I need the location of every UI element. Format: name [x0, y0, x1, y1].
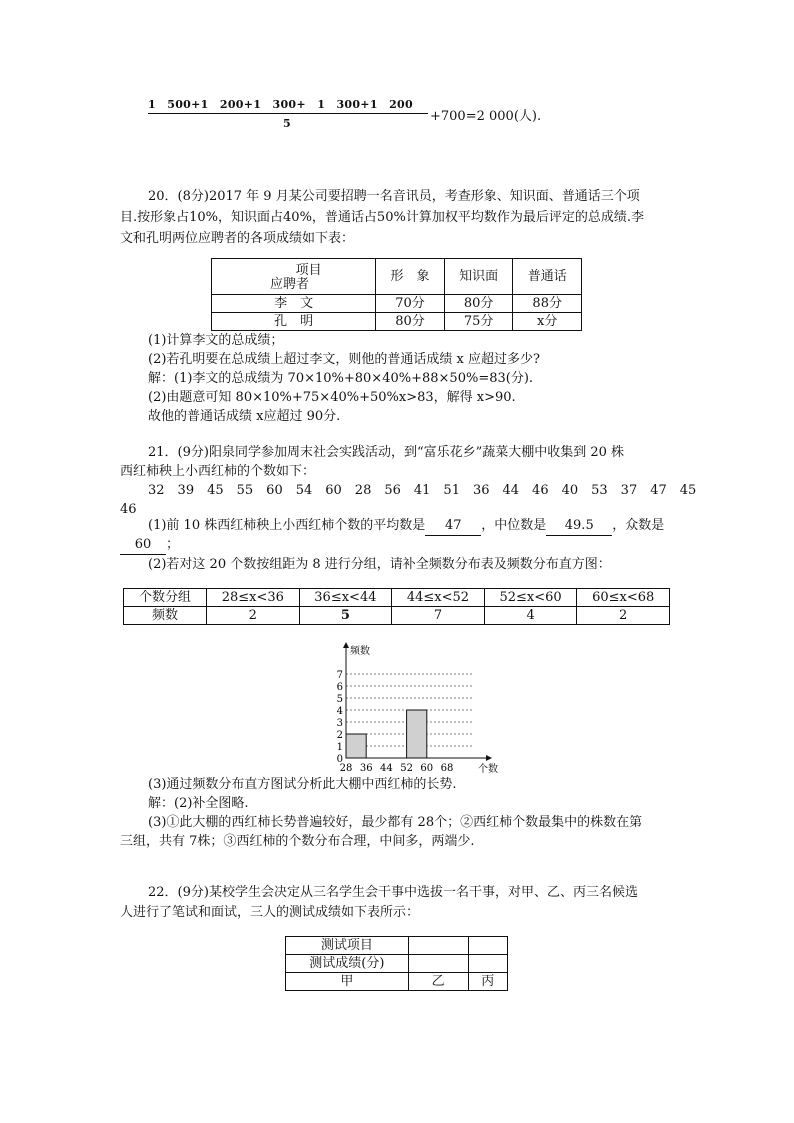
- empty-cell: [408, 955, 468, 973]
- y-tick-label: 5: [336, 694, 343, 705]
- count-cell: 4: [484, 607, 577, 625]
- frequency-histogram: [320, 636, 500, 776]
- y-tick-label: 3: [336, 718, 343, 729]
- group-cell: 60≤x<68: [577, 589, 670, 607]
- count-cell: 2: [207, 607, 300, 625]
- table-cell: 80分: [376, 313, 445, 331]
- group-cell: 36≤x<44: [299, 589, 392, 607]
- candidate-cell: 甲: [286, 973, 409, 991]
- row-label: 频数: [124, 607, 207, 625]
- x-tick-label: 28: [339, 763, 353, 774]
- y-tick-label: 1: [336, 742, 343, 753]
- table-row: [212, 313, 582, 331]
- x-tick-label: 52: [400, 763, 413, 774]
- x-tick-label: 60: [420, 763, 434, 774]
- table-cell: 70分: [376, 295, 445, 313]
- empty-cell: [408, 937, 468, 955]
- q21-sol2: (3)①此大棚的西红柿长势普遍较好，最少都有 28个；②西红柿个数最集中的株数在第: [148, 815, 643, 830]
- sub1-text-b: ，中位数是: [481, 518, 547, 533]
- x-tick-label: 36: [359, 763, 373, 774]
- q20-sub2: (2)若孔明要在总成绩上超过李文，则他的普通话成绩 x 应超过多少?: [148, 352, 540, 367]
- table-cell: 75分: [444, 313, 513, 331]
- q21-sub1: [148, 517, 664, 536]
- table-corner-cell: [212, 259, 376, 295]
- q20-sub1: (1)计算李文的总成绩；: [148, 333, 284, 348]
- y-tick-label: 4: [336, 706, 343, 717]
- y-tick-label: 2: [336, 730, 343, 741]
- group-cell: 28≤x<36: [207, 589, 300, 607]
- y-tick-label: 7: [336, 670, 343, 681]
- table-cell: 80分: [444, 295, 513, 313]
- mode-answer: 60: [120, 536, 166, 555]
- median-answer: 49.5: [546, 517, 612, 536]
- q21-sub1-cont: [120, 536, 179, 555]
- q22-line1: 22．(9分)某校学生会决定从三名学生会干事中选拔一名干事，对甲、乙、丙三名候选: [148, 885, 638, 900]
- q21-data-line: 32 39 45 55 60 54 60 28 56 41 51 36 44 46 40 53 37 47 45: [148, 483, 697, 498]
- histogram-bar: [407, 710, 427, 758]
- row-label: 测试成绩(分): [286, 955, 409, 973]
- table-cell: 88分: [513, 295, 582, 313]
- y-axis-arrow: [343, 642, 349, 648]
- count-cell: 5: [299, 607, 392, 625]
- q20-sol3: 故他的普通话成绩 x应超过 90分.: [148, 409, 341, 424]
- count-cell: 2: [577, 607, 670, 625]
- y-tick-label: 0: [336, 754, 343, 765]
- q20-line2: 目.按形象占10%，知识面占40%，普通话占50%计算加权平均数作为最后评定的总成绩.李: [120, 210, 644, 225]
- empty-cell: [468, 937, 507, 955]
- fraction-bar: [148, 113, 428, 114]
- q20-line3: 文和孔明两位应聘者的各项成绩如下表：: [120, 231, 355, 246]
- empty-cell: [468, 955, 507, 973]
- q22-score-table: [285, 936, 508, 991]
- x-axis-label: 个数: [478, 764, 498, 775]
- q21-freq-table: [123, 588, 670, 625]
- q21-sub3: (3)通过频数分布直方图试分析此大棚中西红柿的长势.: [148, 777, 457, 792]
- q20-score-table: [211, 258, 582, 331]
- sub1-text-c: ，众数是: [612, 518, 665, 533]
- histogram-bar: [346, 734, 366, 758]
- q21-data-line2: 46: [120, 502, 137, 517]
- header-cell: 普通话: [513, 259, 582, 295]
- candidate-cell: 乙: [408, 973, 468, 991]
- x-tick-label: 44: [380, 763, 393, 774]
- x-tick-label: 68: [440, 763, 454, 774]
- q21-sol3: 三组，共有 7株；③西红柿的个数分布合理，中间多，两端少.: [120, 834, 475, 849]
- q22-line2: 人进行了笔试和面试，三人的测试成绩如下表所示：: [120, 905, 420, 920]
- row-label: 测试项目: [286, 937, 409, 955]
- row-name: 李 文: [212, 295, 376, 313]
- q20-line1: 20．(8分)2017 年 9 月某公司要招聘一名音讯员，考查形象、知识面、普通话三个项: [148, 189, 640, 204]
- x-axis-arrow: [486, 755, 492, 761]
- table-cell: x分: [513, 313, 582, 331]
- formula-rest: +700=2 000(人).: [430, 109, 542, 124]
- q21-sub2: (2)若对这 20 个数按组距为 8 进行分组，请补全频数分布表及频数分布直方图：: [148, 557, 611, 572]
- table-row: [212, 295, 582, 313]
- sub1-text-a: (1)前 10 株西红柿秧上小西红柿个数的平均数是: [148, 518, 426, 533]
- q21-line1: 21．(9分)阳泉同学参加周末社会实践活动，到“富乐花乡”蔬菜大棚中收集到 20 株: [148, 445, 625, 460]
- q21-line2: 西红柿秧上小西红柿的个数如下：: [120, 464, 316, 479]
- row-name: 孔 明: [212, 313, 376, 331]
- group-cell: 44≤x<52: [392, 589, 485, 607]
- q21-sol1: 解：(2)补全图略.: [148, 796, 249, 811]
- y-axis-label: 频数: [350, 646, 370, 657]
- header-cell: 形 象: [376, 259, 445, 295]
- q20-sol2: (2)由题意可知 80×10%+75×40%+50%x>83，解得 x>90.: [148, 390, 516, 405]
- q20-sol1: 解：(1)李文的总成绩为 70×10%+80×40%+88×50%=83(分).: [148, 371, 534, 386]
- formula-denominator: 5: [283, 117, 291, 130]
- y-tick-label: 6: [336, 682, 343, 693]
- count-cell: 7: [392, 607, 485, 625]
- formula-numerator: 1 500+1 200+1 300+ 1 300+1 200: [148, 98, 413, 111]
- corner-top-label: 项目: [295, 262, 322, 278]
- sub1-text-d: ；: [166, 537, 180, 552]
- header-cell: 知识面: [444, 259, 513, 295]
- mean-answer: 47: [425, 517, 481, 536]
- corner-bottom-label: 应聘者: [270, 276, 310, 292]
- row-label: 个数分组: [124, 589, 207, 607]
- group-cell: 52≤x<60: [484, 589, 577, 607]
- candidate-cell: 丙: [468, 973, 507, 991]
